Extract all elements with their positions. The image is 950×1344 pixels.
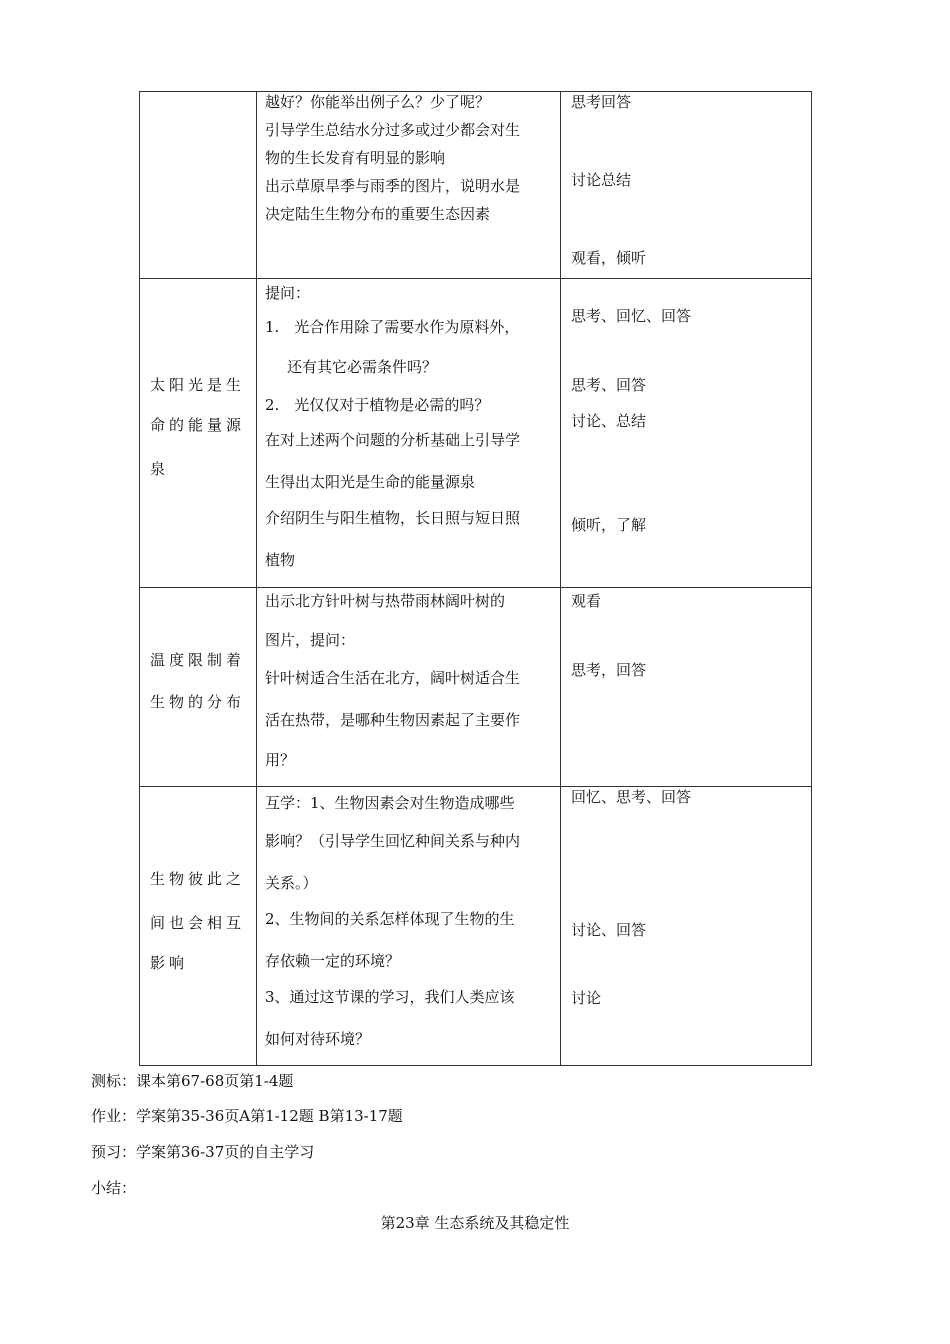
topic-cell — [140, 279, 257, 588]
teacher-text-line: 生得出太阳光是生命的能量源泉 — [265, 473, 476, 491]
teacher-activity-cell — [257, 787, 561, 1066]
topic-cell — [140, 787, 257, 1066]
topic-text-line: 温度限制着 — [150, 651, 246, 669]
student-text-line: 倾听，了解 — [571, 516, 647, 534]
table-row — [140, 787, 812, 1066]
test-assignment-line: 测标：课本第67-68页第1-4题 — [91, 1072, 294, 1090]
summary-label: 小结： — [91, 1179, 137, 1197]
topic-text-line: 太阳光是生 — [150, 376, 246, 394]
teacher-text-line: 植物 — [265, 551, 296, 569]
student-text-line: 思考、回答 — [571, 376, 647, 394]
teacher-text-line: 介绍阴生与阳生植物，长日照与短日照 — [265, 509, 521, 527]
lesson-table — [139, 91, 812, 1066]
teacher-text-line: 针叶树适合生活在北方，阔叶树适合生 — [265, 669, 521, 687]
teacher-text-line: 2、生物间的关系怎样体现了生物的生 — [265, 910, 515, 928]
student-text-line: 讨论 — [571, 989, 602, 1007]
student-activity-cell — [561, 787, 812, 1066]
teacher-text-line: 关系。） — [265, 874, 318, 892]
homework-line: 作业：学案第35-36页A第1-12题 B第13-17题 — [91, 1107, 403, 1125]
topic-text-line: 泉 — [150, 460, 170, 478]
teacher-text-line: 出示北方针叶树与热带雨林阔叶树的 — [265, 592, 506, 610]
teacher-text-line: 还有其它必需条件吗？ — [287, 358, 438, 376]
preview-line: 预习：学案第36-37页的自主学习 — [91, 1143, 315, 1161]
topic-cell — [140, 588, 257, 787]
topic-text-line: 生物彼此之 — [150, 870, 246, 888]
student-activity-cell — [561, 279, 812, 588]
teacher-text-line: 2. 光仅仅对于植物是必需的吗？ — [265, 396, 490, 414]
topic-text-line: 间也会相互 — [150, 914, 246, 932]
table-row — [140, 92, 812, 279]
student-text-line: 讨论总结 — [571, 171, 632, 189]
teacher-text-line: 用？ — [265, 751, 296, 769]
student-text-line: 思考回答 — [571, 93, 632, 111]
teacher-activity-cell — [257, 588, 561, 787]
student-text-line: 回忆、思考、回答 — [571, 788, 692, 806]
student-text-line: 讨论、总结 — [571, 412, 647, 430]
teacher-text-line: 物的生长发育有明显的影响 — [265, 149, 446, 167]
teacher-text-line: 存依赖一定的环境？ — [265, 952, 401, 970]
student-text-line: 观看，倾听 — [571, 249, 647, 267]
topic-text-line: 命的能量源 — [150, 416, 246, 434]
topic-text-line: 生物的分布 — [150, 693, 246, 711]
topic-cell — [140, 92, 257, 279]
teacher-text-line: 出示草原旱季与雨季的图片，说明水是 — [265, 177, 521, 195]
teacher-text-line: 如何对待环境？ — [265, 1030, 371, 1048]
chapter-title: 第23章 生态系统及其稳定性 — [380, 1214, 570, 1232]
teacher-activity-cell — [257, 92, 561, 279]
teacher-text-line: 影响？（引导学生回忆种间关系与种内 — [265, 832, 521, 850]
student-text-line: 讨论、回答 — [571, 921, 647, 939]
teacher-text-line: 图片，提问： — [265, 631, 356, 649]
student-activity-cell — [561, 92, 812, 279]
table-row — [140, 588, 812, 787]
student-text-line: 思考、回忆、回答 — [571, 307, 692, 325]
student-activity-cell — [561, 588, 812, 787]
teacher-text-line: 提问： — [265, 284, 311, 302]
table-row — [140, 279, 812, 588]
teacher-text-line: 互学：1、生物因素会对生物造成哪些 — [265, 794, 515, 812]
teacher-text-line: 决定陆生生物分布的重要生态因素 — [265, 205, 491, 223]
teacher-text-line: 引导学生总结水分过多或过少都会对生 — [265, 121, 521, 139]
teacher-text-line: 活在热带，是哪种生物因素起了主要作 — [265, 711, 521, 729]
student-text-line: 思考，回答 — [571, 661, 647, 679]
teacher-text-line: 越好？你能举出例子么？少了呢？ — [265, 93, 491, 111]
student-text-line: 观看 — [571, 592, 602, 610]
teacher-activity-cell — [257, 279, 561, 588]
teacher-text-line: 1. 光合作用除了需要水作为原料外， — [265, 318, 520, 336]
teacher-text-line: 在对上述两个问题的分析基础上引导学 — [265, 431, 521, 449]
topic-text-line: 影响 — [150, 954, 189, 972]
teacher-text-line: 3、通过这节课的学习，我们人类应该 — [265, 988, 515, 1006]
